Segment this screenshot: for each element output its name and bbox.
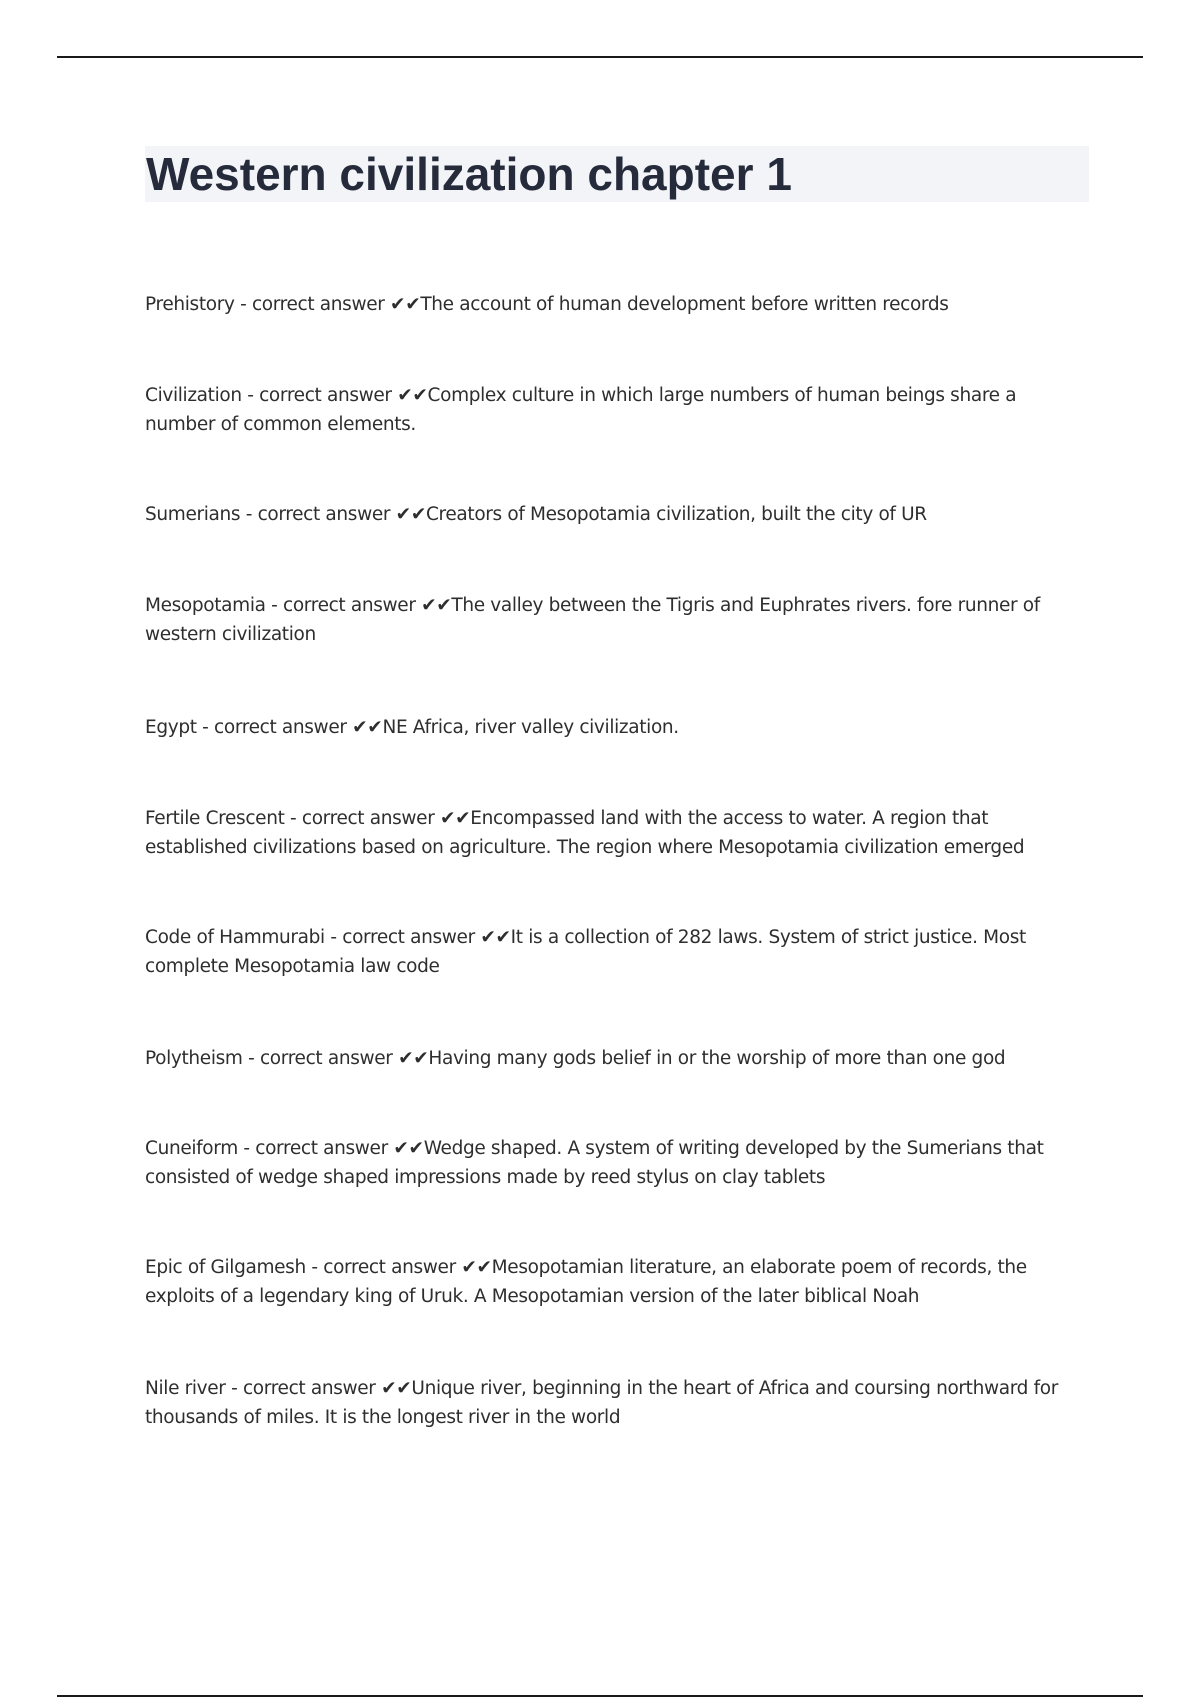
qa-item (145, 923, 1089, 981)
qa-answer-label: correct answer (259, 385, 392, 406)
check-marks-icon: ✔✔ (474, 927, 511, 948)
qa-definition: The valley between the Tigris and Euphrates rivers. fore runner of western civilization (145, 595, 1040, 645)
qa-term: Code of Hammurabi (145, 927, 325, 948)
top-rule (57, 56, 1143, 58)
qa-answer-label: correct answer (242, 1378, 376, 1399)
qa-definition: Creators of Mesopotamia civilization, built the city of UR (425, 504, 927, 525)
qa-term: Polytheism (145, 1048, 243, 1069)
qa-answer-label: correct answer (214, 717, 347, 738)
qa-term: Prehistory (145, 294, 235, 315)
check-marks-icon: ✔✔ (455, 1257, 492, 1278)
qa-item (145, 1134, 1089, 1192)
qa-definition: Unique river, beginning in the heart of Africa and coursing northward for thousands of miles. It is the longest river in the world (145, 1378, 1058, 1428)
qa-item (145, 381, 1089, 439)
qa-separator: - (234, 294, 252, 315)
qa-definition: NE Africa, river valley civilization. (382, 717, 679, 738)
qa-separator: - (237, 1138, 256, 1159)
check-marks-icon: ✔✔ (434, 808, 471, 829)
qa-answer-label: correct answer (251, 294, 385, 315)
qa-answer-label: correct answer (342, 927, 475, 948)
qa-separator: - (265, 595, 283, 616)
bottom-rule (57, 1695, 1143, 1697)
qa-term: Epic of Gilgamesh (145, 1257, 306, 1278)
qa-separator: - (305, 1257, 324, 1278)
qa-item (145, 1044, 1089, 1073)
qa-separator: - (240, 504, 258, 525)
qa-item (145, 290, 1089, 319)
qa-separator: - (242, 1048, 260, 1069)
qa-separator: - (225, 1378, 243, 1399)
qa-answer-label: correct answer (283, 595, 416, 616)
qa-separator: - (241, 385, 260, 406)
qa-item (145, 713, 1089, 742)
qa-item (145, 1253, 1089, 1311)
page-title: Western civilization chapter 1 (146, 148, 792, 200)
check-marks-icon: ✔✔ (375, 1378, 412, 1399)
qa-definition: It is a collection of 282 laws. System of strict justice. Most complete Mesopotamia law code (145, 927, 1026, 977)
check-marks-icon: ✔✔ (387, 1138, 424, 1159)
qa-item (145, 804, 1089, 862)
qa-definition: Mesopotamian literature, an elaborate poem of records, the exploits of a legendary king of Uruk. A Mesopotamian version of the later biblical Noah (145, 1257, 1027, 1307)
qa-item (145, 591, 1089, 649)
check-marks-icon: ✔✔ (391, 385, 428, 406)
qa-definition: Wedge shaped. A system of writing developed by the Sumerians that consisted of wedge shaped impressions made by reed stylus on clay tablets (145, 1138, 1044, 1188)
qa-item (145, 1374, 1089, 1432)
check-marks-icon: ✔✔ (384, 294, 421, 315)
qa-term: Civilization (145, 385, 242, 406)
qa-item (145, 500, 1089, 529)
qa-answer-label: correct answer (259, 1048, 393, 1069)
qa-definition: The account of human development before written records (420, 294, 949, 315)
qa-answer-label: correct answer (323, 1257, 456, 1278)
qa-answer-label: correct answer (301, 808, 435, 829)
qa-term: Egypt (145, 717, 197, 738)
qa-term: Sumerians (145, 504, 241, 525)
check-marks-icon: ✔✔ (390, 504, 426, 525)
qa-separator: - (284, 808, 302, 829)
qa-answer-label: correct answer (255, 1138, 388, 1159)
qa-separator: - (324, 927, 343, 948)
check-marks-icon: ✔✔ (415, 595, 452, 616)
qa-term: Nile river (145, 1378, 226, 1399)
qa-term: Mesopotamia (145, 595, 266, 616)
check-marks-icon: ✔✔ (346, 717, 383, 738)
qa-answer-label: correct answer (257, 504, 391, 525)
qa-separator: - (196, 717, 215, 738)
check-marks-icon: ✔✔ (392, 1048, 429, 1069)
qa-term: Cuneiform (145, 1138, 238, 1159)
qa-definition: Having many gods belief in or the worship of more than one god (428, 1048, 1006, 1069)
qa-term: Fertile Crescent (145, 808, 285, 829)
qa-definition: Encompassed land with the access to water. A region that established civilizations based on agriculture. The region where Mesopotamia civilization emerged (145, 808, 1025, 858)
qa-definition: Complex culture in which large numbers of human beings share a number of common elements. (145, 385, 1017, 435)
